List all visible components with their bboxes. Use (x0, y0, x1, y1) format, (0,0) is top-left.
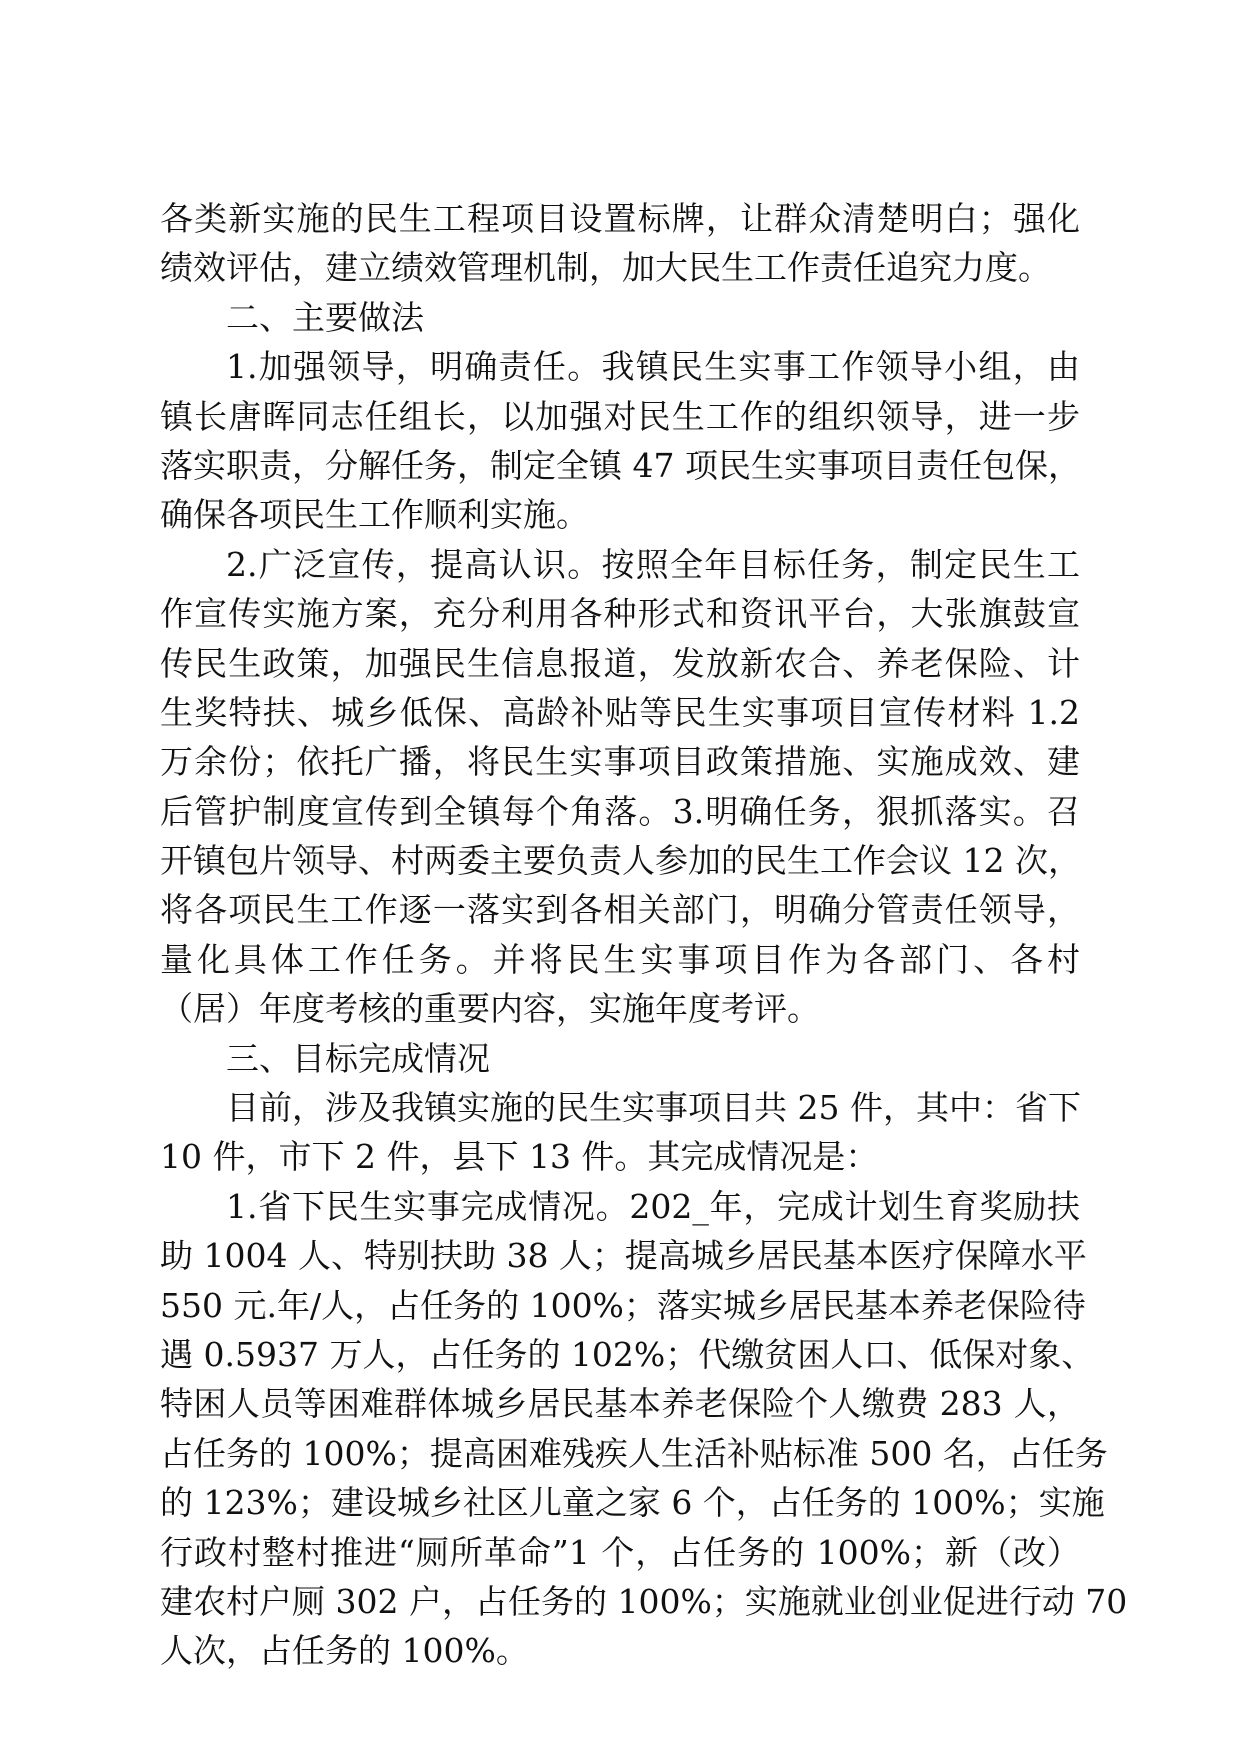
paragraph-line: 特困人员等困难群体城乡居民基本养老保险个人缴费 283 人， (160, 1384, 1080, 1424)
paragraph-line: 生奖特扶、城乡低保、高龄补贴等民生实事项目宣传材料 1.2 (160, 692, 1080, 732)
document-page (160, 194, 1128, 1676)
paragraph-line: 落实职责，分解任务，制定全镇 47 项民生实事项目责任包保， (160, 445, 1081, 485)
paragraph-line: 2.广泛宣传，提高认识。按照全年目标任务，制定民生工 (226, 544, 1080, 584)
paragraph-line: 万余份；依托广播，将民生实事项目政策措施、实施成效、建 (160, 742, 1080, 782)
paragraph-line: 1.省下民生实事完成情况。202_年，完成计划生育奖励扶 (226, 1186, 1080, 1226)
paragraph-line: 开镇包片领导、村两委主要负责人参加的民生工作会议 12 次， (160, 841, 1081, 881)
paragraph-line: 助 1004 人、特别扶助 38 人；提高城乡居民基本医疗保障水平 (160, 1236, 1087, 1276)
section-heading: 三、目标完成情况 (226, 1038, 490, 1078)
paragraph-line: 将各项民生工作逐一落实到各相关部门，明确分管责任领导， (160, 890, 1080, 930)
paragraph-line: （居）年度考核的重要内容，实施年度考评。 (160, 989, 820, 1029)
paragraph-line: 的 123%；建设城乡社区儿童之家 6 个，占任务的 100%；实施 (160, 1483, 1105, 1523)
paragraph-line: 550 元.年/人，占任务的 100%；落实城乡居民基本养老保险待 (160, 1285, 1086, 1325)
section-heading: 二、主要做法 (226, 297, 424, 337)
paragraph-line: 目前，涉及我镇实施的民生实事项目共 25 件，其中：省下 (226, 1088, 1081, 1128)
paragraph-line: 遇 0.5937 万人，占任务的 102%；代缴贫困人口、低保对象、 (160, 1334, 1095, 1374)
paragraph-line: 占任务的 100%；提高困难残疾人生活补贴标准 500 名，占任务 (160, 1433, 1108, 1473)
paragraph-line: 作宣传实施方案，充分利用各种形式和资讯平台，大张旗鼓宣 (160, 594, 1080, 634)
paragraph-line: 绩效评估，建立绩效管理机制，加大民生工作责任追究力度。 (160, 248, 1051, 288)
paragraph-line: 镇长唐晖同志任组长，以加强对民生工作的组织领导，进一步 (160, 396, 1080, 436)
paragraph-line: 各类新实施的民生工程项目设置标牌，让群众清楚明白；强化 (160, 199, 1080, 238)
paragraph-line: 建农村户厕 302 户，占任务的 100%；实施就业创业促进行动 70 (160, 1581, 1128, 1621)
paragraph-line: 后管护制度宣传到全镇每个角落。3.明确任务，狠抓落实。召 (160, 791, 1080, 831)
paragraph-line: 确保各项民生工作顺利实施。 (160, 495, 589, 535)
paragraph-line: 10 件，市下 2 件，县下 13 件。其完成情况是： (160, 1137, 879, 1177)
paragraph-line: 人次，占任务的 100%。 (160, 1631, 529, 1671)
paragraph-line: 传民生政策，加强民生信息报道，发放新农合、养老保险、计 (160, 643, 1080, 683)
paragraph-line: 行政村整村推进“厕所革命”1 个，占任务的 100%；新（改） (160, 1532, 1080, 1572)
paragraph-line: 1.加强领导，明确责任。我镇民生实事工作领导小组，由 (226, 347, 1080, 387)
paragraph-line: 量化具体工作任务。并将民生实事项目作为各部门、各村 (160, 939, 1080, 979)
